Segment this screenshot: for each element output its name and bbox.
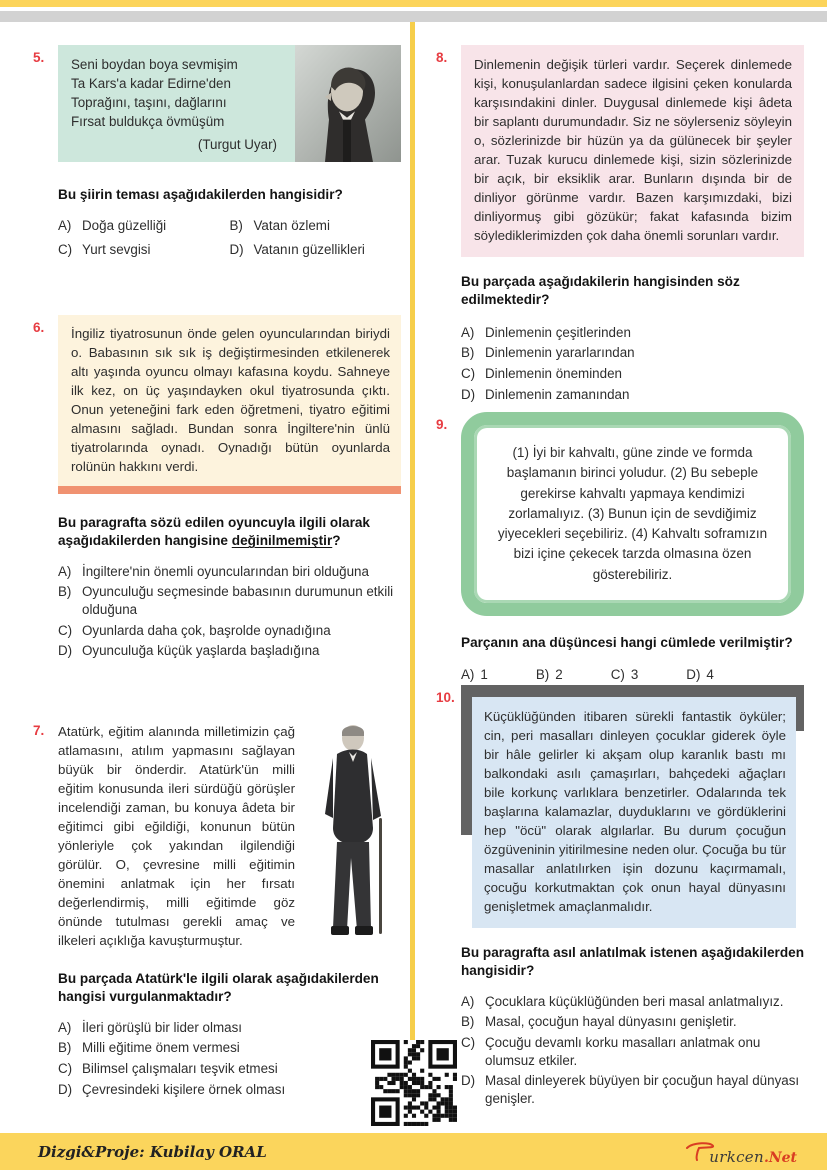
question-9 xyxy=(436,412,804,684)
option-d[interactable] xyxy=(58,1081,401,1099)
top-accent-bar xyxy=(0,0,827,7)
turgut-uyar-photo xyxy=(295,45,401,162)
option-text: Dinlemenin zamanından xyxy=(485,386,630,402)
ataturk-photo xyxy=(303,718,401,954)
question-8-number: 8. xyxy=(436,50,448,65)
option-text: 4 xyxy=(706,667,714,683)
top-gray-bar xyxy=(0,11,827,22)
question-9-stem: Parçanın ana düşüncesi hangi cümlede verilmiştir? xyxy=(461,634,793,650)
option-d[interactable] xyxy=(686,666,714,684)
option-key: A) xyxy=(461,324,475,340)
question-9-passage: (1) İyi bir kahvaltı, güne zinde ve formda başlamanın birinci yoludur. (2) Bu sebeple gerekirse kahvaltı yapmaya kendimizi zorlamalıyız. (3) Bunun için de sevdiğimiz yiyecekleri seçebiliriz. (4) Kahvaltı soframızın bizi içine çekecek tarzda olmasına özen gösterebiliriz. xyxy=(497,445,768,582)
frame-strip-left xyxy=(461,685,472,835)
frame-strip-top xyxy=(461,685,804,697)
option-text: Bilimsel çalışmaları teşvik etmesi xyxy=(82,1061,278,1077)
option-b[interactable] xyxy=(230,217,402,235)
question-6-passage-box xyxy=(58,315,401,494)
option-key: B) xyxy=(461,345,475,361)
publisher-logo xyxy=(685,1138,797,1166)
option-key: D) xyxy=(58,1081,73,1097)
question-10-passage-box xyxy=(461,685,804,928)
option-text: Dinlemenin yararlarından xyxy=(485,345,635,361)
option-text: Oyunculuğa küçük yaşlarda başladığına xyxy=(82,643,320,659)
option-text: İleri görüşlü bir lider olması xyxy=(82,1019,243,1035)
option-a[interactable] xyxy=(461,993,804,1011)
question-6 xyxy=(33,315,401,660)
question-7-stem: Bu parçada Atatürk'le ilgili olarak aşağıdakilerden hangisi vurgulanmaktadır? xyxy=(58,971,379,1005)
option-key: C) xyxy=(58,242,73,258)
option-key: D) xyxy=(461,386,476,402)
question-10 xyxy=(436,685,804,1108)
option-text: 1 xyxy=(480,667,488,683)
option-key: C) xyxy=(610,667,625,683)
option-text: Yurt sevgisi xyxy=(82,242,151,258)
option-c[interactable] xyxy=(611,666,639,684)
option-key: A) xyxy=(461,667,475,683)
option-key: D) xyxy=(461,1073,476,1089)
option-d[interactable] xyxy=(230,241,402,259)
option-a[interactable] xyxy=(461,324,804,342)
option-key: A) xyxy=(461,993,475,1009)
option-c[interactable] xyxy=(58,622,401,640)
option-b[interactable] xyxy=(461,1013,804,1031)
option-b[interactable] xyxy=(58,1039,401,1057)
question-10-passage: Küçüklüğünden itibaren sürekli fantastik öyküler; cin, peri masalları dinleyen çocuklar giderek öyle bir hâle gelirler ki akşam olup karanlık bastı mı balkondaki asılı çamaşırları, bahçedeki ağaçları bile korkunç varlıklara benzetirler. Odalarında tek başlarına kalamazlar, duyduklarını ve gördüklerini hep "öcü" olarak algılarlar. Bu durum çocuğun özgüveninin yitirilmesine neden olur. Çocuğa bu tür masallar anlatılırken işin dozunu kaçırmamalı, çocuğu korkutmaktan çok onun hayal dünyasını genişletmek amaçlanmalıdır. xyxy=(472,697,796,928)
option-key: A) xyxy=(58,563,72,579)
option-key: A) xyxy=(58,217,72,233)
question-10-options xyxy=(461,993,804,1108)
option-c[interactable] xyxy=(461,1034,804,1069)
option-a[interactable] xyxy=(461,666,488,684)
question-10-stem: Bu paragrafta asıl anlatılmak istenen aşağıdakilerden hangisidir? xyxy=(461,945,804,979)
option-d[interactable] xyxy=(58,642,401,660)
question-8 xyxy=(436,45,804,403)
question-6-stem xyxy=(58,514,401,551)
question-10-number: 10. xyxy=(436,690,455,705)
option-b[interactable] xyxy=(536,666,563,684)
question-6-number: 6. xyxy=(33,320,45,335)
option-text: 2 xyxy=(555,667,563,683)
option-c[interactable] xyxy=(58,1060,401,1078)
question-8-stem: Bu parçada aşağıdakilerin hangisinden söz edilmektedir? xyxy=(461,274,740,308)
question-8-options xyxy=(461,324,804,404)
option-text: Milli eğitime önem vermesi xyxy=(82,1040,240,1056)
option-text: Çocuklara küçüklüğünden beri masal anlatmalıyız. xyxy=(485,993,784,1009)
option-c[interactable] xyxy=(461,365,804,383)
passage-accent-bar xyxy=(58,486,401,494)
option-text: Çocuğu devamlı korku masalları anlatmak onu olumsuz etkiler. xyxy=(485,1035,761,1068)
poem-attribution: (Turgut Uyar) xyxy=(197,137,277,153)
question-6-passage: İngiliz tiyatrosunun önde gelen oyuncularından biriydi o. Babasının sık sık iş değiştirmesinden etkilenerek altı yaşında oyuncu olmayı kafasına koydu. Sahneye ilk kez, on üç yaşındayken okul tiyatrosunda çıktı. Onun yeteneğini fark eden öğretmeni, tiyatro eğitimi almasını sağladı. Bundan sonra İngiltere'nin ünlü tiyatrolarında oynadı. Oynadığı bütün oyunlarda rolünün hakkını verdi. xyxy=(58,315,401,486)
question-9-options xyxy=(461,666,804,684)
question-9-number: 9. xyxy=(436,417,448,432)
question-6-options xyxy=(58,563,401,660)
question-5-poem-box xyxy=(58,45,401,162)
frame-strip-right xyxy=(796,685,804,731)
option-key: C) xyxy=(461,1035,476,1051)
answer-key-qr-block xyxy=(366,1040,461,1145)
question-5-options xyxy=(58,217,401,259)
option-key: B) xyxy=(58,584,72,600)
option-a[interactable] xyxy=(58,563,401,581)
footer-credit: Dizgi&Proje: Kubilay ORAL xyxy=(38,1142,267,1161)
option-key: A) xyxy=(58,1019,72,1035)
question-7 xyxy=(33,718,401,1098)
option-text: Dinlemenin çeşitlerinden xyxy=(485,324,631,340)
option-key: C) xyxy=(461,366,476,382)
poem xyxy=(58,45,295,162)
question-5-stem: Bu şiirin teması aşağıdakilerden hangisidir? xyxy=(58,187,343,203)
option-key: B) xyxy=(58,1040,72,1056)
option-text: Dinlemenin öneminden xyxy=(485,366,622,382)
option-text: Çevresindeki kişilere örnek olması xyxy=(82,1081,286,1097)
option-text: Masal, çocuğun hayal dünyasını genişletir. xyxy=(485,1014,737,1030)
question-8-passage: Dinlemenin değişik türleri vardır. Seçerek dinlemede kişi, konuşulanlardan sadece ilgisini çeken konularda karşısındakini dinler. Duygusal dinlemede kişi âdeta bir saplantı durumundadır. Siz ne söylerseniz söyleyin o, sözlerinizde bir hüzün ya da gülünecek bir şeyler arar. Tuzak kurucu dinlemede kişi, sizin sözlerinizde bir açık, bir eksiklik arar. Bunların dışında bir de dinliyor görünme vardır. Bazen karşımızdaki, bizi dinliyormuş gibi gözükür; fakat kafasında bizim söylediklerimizden çok daha önemli sorunları vardır. xyxy=(461,45,804,257)
question-9-passage-frame xyxy=(461,412,804,616)
column-divider xyxy=(410,22,415,1040)
poem-line: Toprağını, taşını, dağlarını xyxy=(71,95,227,111)
option-text: Vatanın güzellikleri xyxy=(253,242,365,258)
option-text: Masal dinleyerek büyüyen bir çocuğun hayal dünyası genişler. xyxy=(485,1073,800,1107)
option-key: C) xyxy=(58,622,73,638)
poem-line: Ta Kars'a kadar Edirne'den xyxy=(71,76,231,92)
option-c[interactable] xyxy=(58,241,230,259)
stem-text: ? xyxy=(332,533,341,549)
stem-underlined-word: değinilmemiştir xyxy=(231,533,333,549)
option-key: B) xyxy=(461,1014,475,1030)
option-b[interactable] xyxy=(461,344,804,362)
footer xyxy=(0,1133,827,1170)
question-5-number: 5. xyxy=(33,50,45,65)
qr-code xyxy=(371,1040,457,1126)
option-text: İngiltere'nin önemli oyuncularından biri olduğuna xyxy=(82,563,369,579)
option-text: Oyunculuğu seçmesinde babasının durumunun etkili olduğuna xyxy=(82,584,394,618)
option-a[interactable] xyxy=(58,1019,401,1037)
option-d[interactable] xyxy=(461,386,804,404)
option-text: 3 xyxy=(630,667,639,683)
question-5 xyxy=(33,45,401,259)
question-7-options xyxy=(58,1019,401,1099)
option-key: C) xyxy=(58,1061,73,1077)
logo-net-text: .Net xyxy=(763,1149,797,1166)
option-text: Oyunlarda daha çok, başrolde oynadığına xyxy=(82,622,331,638)
option-key: D) xyxy=(229,242,244,258)
poem-line: Seni boydan boya sevmişim xyxy=(71,57,238,72)
option-key: D) xyxy=(58,643,73,659)
poem-line: Fırsat buldukça övmüşüm xyxy=(71,114,225,130)
option-text: Doğa güzelliği xyxy=(82,217,167,233)
logo-text: urkcen xyxy=(709,1147,764,1166)
option-key: B) xyxy=(229,217,243,233)
option-key: D) xyxy=(686,667,701,683)
option-b[interactable] xyxy=(58,583,401,618)
option-key: B) xyxy=(535,667,550,683)
question-7-passage: Atatürk, eğitim alanında milletimizin çağ atlamasını, atılım yapmasını sağlayan büyük bir önderdir. Atatürk'ün milli eğitim konusunda ileri sürdüğü görüşler incelendiği zaman, bu konuya âdeta bir eğitimci gibi eğildiği, konunun bütün yönleriyle çok yakından ilgilendiği görülür. O, çevresine milli eğitimin önemini anlatmak için her fırsatı değerlendirmiş, milli eğitimde göz önünde tutulması gerekli amaç ve ilkeleri açıklığa kavuşturmuştur. xyxy=(58,724,295,948)
option-d[interactable] xyxy=(461,1072,804,1107)
option-text: Vatan özlemi xyxy=(253,217,330,233)
option-a[interactable] xyxy=(58,217,230,235)
question-7-number: 7. xyxy=(33,723,45,738)
stem-text: Bu paragrafta sözü edilen oyuncuyla ilgili olarak aşağıdakilerden hangisine xyxy=(58,515,370,549)
